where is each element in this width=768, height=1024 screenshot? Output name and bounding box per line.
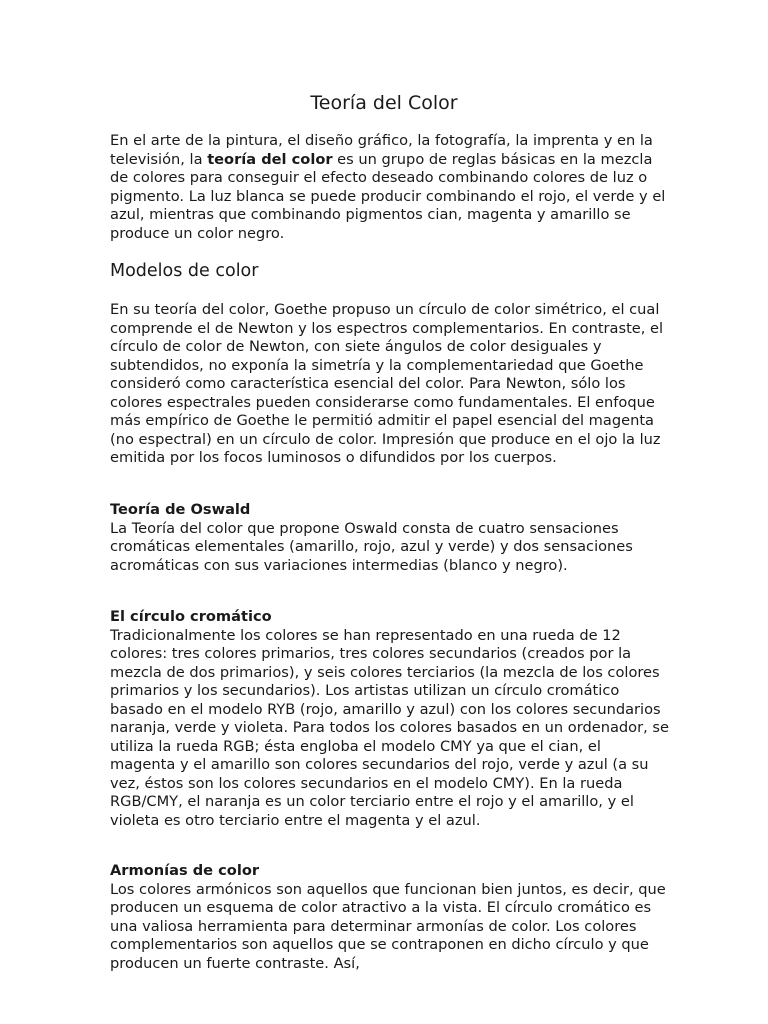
- armonias-heading: Armonías de color: [110, 862, 260, 879]
- intro-text-end: es un grupo de reglas básicas en la mezcla de colores para conseguir el efecto deseado combinando colores de luz o pigmento. La luz blanca se puede producir combinando el rojo, el verde y el azul, mientras que combinando pigmentos cian, magenta y amarillo se produce un color negro.: [110, 150, 666, 242]
- intro-bold-term: teoría del color: [207, 150, 333, 168]
- circulo-text: Tradicionalmente los colores se han representado en una rueda de 12 colores: tres colores primarios, tres colores secundarios (creados por la mezcla de dos primarios), y seis colores terciarios (la mezcla de los colores primarios y los secundarios). Los artistas utilizan un círculo cromático basado en el modelo RYB (rojo, amarillo y azul) con los colores secundarios naranja, verde y violeta. Para todos los colores basados en un ordenador, se utiliza la rueda RGB; ésta engloba el modelo CMY ya que el cian, el magenta y el amarillo son colores secundarios del rojo, verde y azul (a su vez, éstos son los colores secundarios en el modelo CMY). En la rueda RGB/CMY, el naranja es un color terciario entre el rojo y el amarillo, y el violeta es otro terciario entre el magenta y el azul.: [110, 626, 669, 829]
- oswald-heading: Teoría de Oswald: [110, 501, 251, 518]
- circulo-heading: El círculo cromático: [110, 608, 272, 625]
- armonias-text: Los colores armónicos son aquellos que funcionan bien juntos, es decir, que producen un esquema de color atractivo a la vista. El círculo cromático es una valiosa herramienta para determinar armonías de color. Los colores complementarios son aquellos que se contraponen en dicho círculo y que producen un fuerte contraste. Así,: [110, 880, 666, 972]
- section-heading-modelos: Modelos de color: [110, 261, 259, 281]
- intro-text-start: En el arte de la pintura, el diseño gráfico, la fotografía, la imprenta y en la televisión, la: [110, 132, 653, 168]
- document-title: Teoría del Color: [310, 92, 458, 114]
- circulo-section: [110, 608, 670, 830]
- intro-paragraph: [110, 132, 670, 243]
- models-paragraph: En su teoría del color, Goethe propuso un círculo de color simétrico, el cual comprende el de Newton y los espectros complementarios. En contraste, el círculo de color de Newton, con siete ángulos de color desiguales y subtendidos, no exponía la simetría y la complementariedad que Goethe consideró como característica esencial del color. Para Newton, sólo los colores espectrales pueden considerarse como fundamentales. El enfoque más empírico de Goethe le permitió admitir el papel esencial del magenta (no espectral) en un círculo de color. Impresión que produce en el ojo la luz emitida por los focos luminosos o difundidos por los cuerpos.: [110, 301, 664, 466]
- oswald-text: La Teoría del color que propone Oswald consta de cuatro sensaciones cromáticas elementales (amarillo, rojo, azul y verde) y dos sensaciones acromáticas con sus variaciones intermedias (blanco y negro).: [110, 519, 633, 574]
- armonias-section: [110, 862, 670, 973]
- oswald-section: [110, 501, 670, 575]
